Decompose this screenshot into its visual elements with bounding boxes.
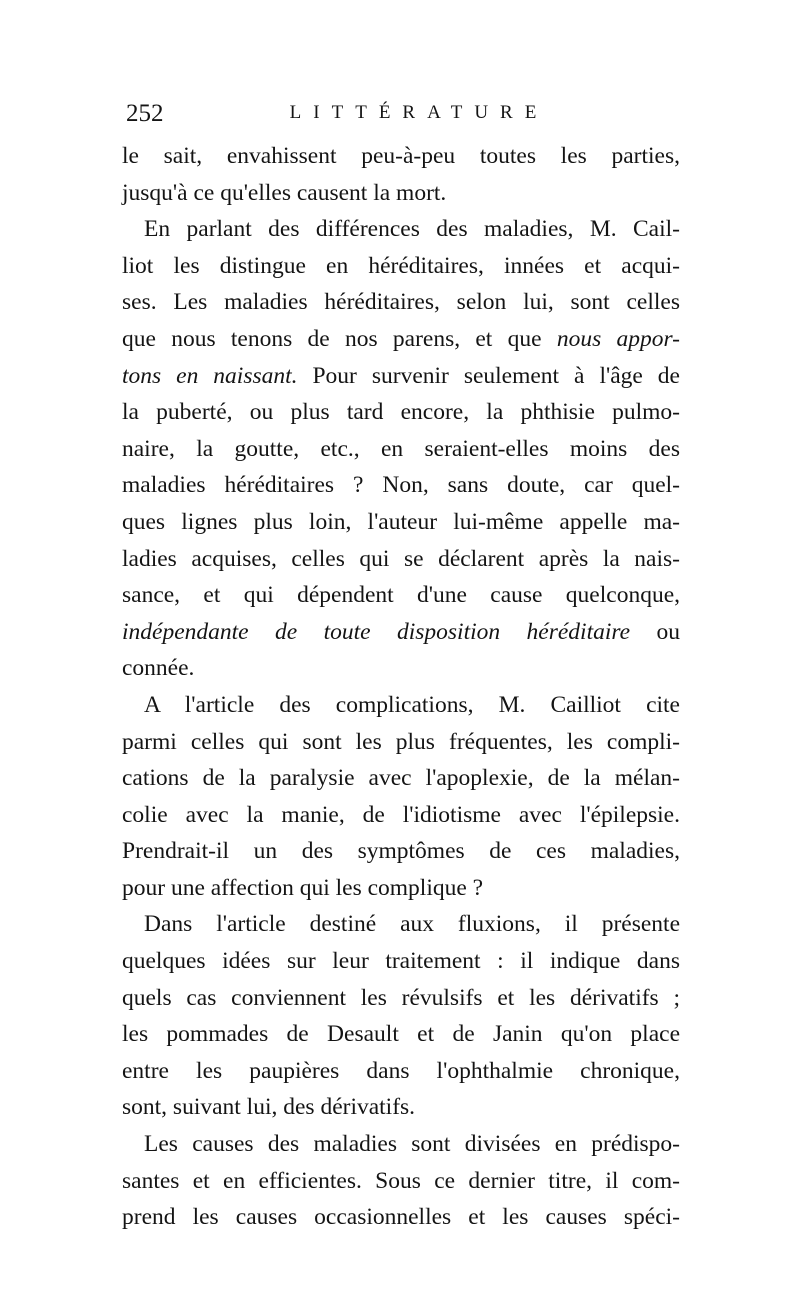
text-line: quels cas conviennent les révulsifs et les dérivatifs ;	[122, 984, 680, 1011]
text-line: Prendrait-il un des symptômes de ces maladies,	[122, 838, 680, 865]
text-line: cations de la paralysie avec l'apoplexie, de la mélan-	[122, 765, 680, 792]
text-line: ques lignes plus loin, l'auteur lui-même appelle ma-	[122, 508, 680, 535]
running-title: LITTÉRATURE	[289, 102, 549, 123]
text-line: ses. Les maladies héréditaires, selon lui, sont celles	[122, 289, 680, 316]
italic-run: nous appor-	[556, 325, 680, 352]
italic-run: tons en naissant.	[122, 362, 298, 389]
text-line: santes et en efficientes. Sous ce dernier titre, il com-	[122, 1167, 680, 1194]
text-line: naire, la goutte, etc., en seraient-elles moins des	[122, 435, 680, 462]
text-line: entre les paupières dans l'ophthalmie chronique,	[122, 1057, 680, 1084]
text-line: liot les distingue en héréditaires, innées et acqui-	[122, 252, 680, 279]
text-line: jusqu'à ce qu'elles causent la mort.	[122, 179, 447, 206]
italic-run: indépendante de toute disposition héréditaire	[122, 618, 631, 645]
text-line: En parlant des différences des maladies, M. Cail-	[144, 216, 680, 243]
text-run: Pour survenir seulement à l'âge de	[297, 362, 680, 389]
text-line: ladies acquises, celles qui se déclarent après la nais-	[122, 545, 680, 572]
page-header	[122, 100, 680, 130]
text-run: que nous tenons de nos parens, et que	[122, 325, 557, 352]
text-line	[122, 321, 680, 358]
text-line: la puberté, ou plus tard encore, la phthisie pulmo-	[122, 399, 680, 426]
text-run: ou	[630, 618, 680, 645]
text-line: sance, et qui dépendent d'une cause quelconque,	[122, 582, 680, 609]
page-number: 252	[126, 100, 164, 127]
text-line: pour une affection qui les complique ?	[122, 874, 484, 901]
text-line: sont, suivant lui, des dérivatifs.	[122, 1094, 416, 1121]
body-text	[122, 138, 680, 1236]
text-line: parmi celles qui sont les plus fréquentes, les compli-	[122, 728, 680, 755]
text-line	[122, 358, 680, 395]
text-line	[122, 614, 680, 651]
text-line: Dans l'article destiné aux fluxions, il présente	[144, 911, 680, 938]
text-line: connée.	[122, 655, 195, 682]
text-line: le sait, envahissent peu-à-peu toutes les parties,	[122, 143, 680, 169]
text-line: colie avec la manie, de l'idiotisme avec l'épilepsie.	[122, 801, 680, 828]
text-line: les pommades de Desault et de Janin qu'on place	[122, 1021, 680, 1048]
text-line: Les causes des maladies sont divisées en prédispo-	[144, 1131, 680, 1158]
text-line: maladies héréditaires ? Non, sans doute, car quel-	[122, 472, 680, 499]
text-line: prend les causes occasionnelles et les causes spéci-	[122, 1204, 680, 1231]
text-line: quelques idées sur leur traitement : il indique dans	[122, 948, 680, 975]
text-line: A l'article des complications, M. Cailliot cite	[144, 691, 680, 718]
